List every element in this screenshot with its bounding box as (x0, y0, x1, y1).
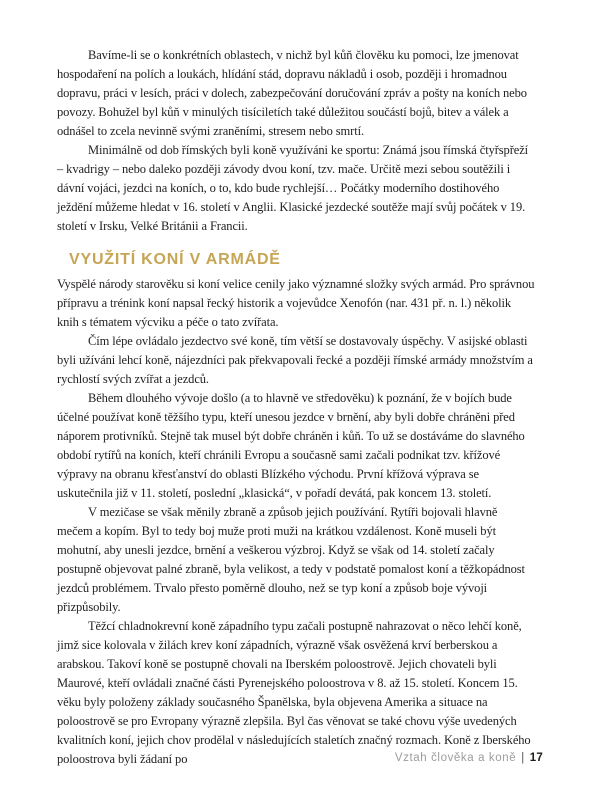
body-paragraph: Bavíme-li se o konkrétních oblastech, v nichž byl kůň člověku ku pomoci, lze jmenovat hospodaření na polích a loukách, hlídání stád, dopravu nákladů i osob, později i hromadnou dopravu, práci v lesích, práci v dolech, zabezpečování doručování zpráv a pošty na koních nebo povozy. Bohužel byl kůň v minulých tisíciletích také důležitou součástí bojů, bitev a válek a odnášel to zcela nevinně svými zraněními, stresem nebo smrtí. (57, 48, 527, 138)
footer-section-label: Vztah člověka a koně (394, 752, 517, 764)
body-paragraph: Minimálně od dob římských byli koně využíváni ke sportu: Známá jsou římská čtyřspřeží – kvadrigy – nebo daleko později závody dvou koní, tzv. mače. Určitě mezi sebou soutěžili i dávní vojáci, jezdci na koních, o to, kdo bude rychlejší… Počátky moderního dostihového ježdění můžeme hledat v 16. století v Anglii. Klasické jezdecké soutěže mají svůj počátek v 19. století v Irsku, Velké Británii a Francii. (57, 143, 529, 233)
page-number: 17 (529, 752, 543, 764)
section-heading: VYUŽITÍ KONÍ V ARMÁDĚ (69, 251, 281, 268)
body-paragraph: V mezičase se však měnily zbraně a způsob jejich používání. Rytíři bojovali hlavně mečem a kopím. Byl to tedy boj muže proti muži na krátkou vzdálenost. Koně museli být mohutní, aby unesli jezdce, brnění a veškerou výzbroj. Když se však od 14. století začaly postupně objevovat palné zbraně, byla velikost, a tedy v podstatě pomalost koní a těžkopádnost jezdců problémem. Trvalo přesto poměrně dlouho, než se typ koní a způsob boje vývoji přizpůsobily. (57, 505, 525, 614)
body-paragraph: Těžcí chladnokrevní koně západního typu začali postupně nahrazovat o něco lehčí koně, jimž sice kolovala v žilách krev koní západních, výrazně však osvěžená krví berberskou a arabskou. Takoví koně se postupně chovali na Iberském poloostrově. Jejich chovateli byli Maurové, kteří ovládali značné části Pyrenejského poloostrova v 8. až 15. století. Koncem 15. věku byly položeny základy současného Španělska, byla objevena Amerika a situace na poloostrově se pro Evropany výrazně zlepšila. Byl čas věnovat se také chovu výše uvedených kvalitních koní, jejich chov prodělal v následujících staletích značný rozmach. Koně z Iberského poloostrova byli žádaní po (57, 619, 531, 766)
body-paragraph: Během dlouhého vývoje došlo (a to hlavně ve středověku) k poznání, že v bojích bude účelné používat koně těžšího typu, kteří unesou jezdce v brnění, aby byli dobře chráněni před náporem protivníků. Stejně tak musel být dobře chráněn i kůň. To už se dostáváme do slavného období rytířů na koních, kteří chránili Evropu a současně sami začali podnikat tzv. křížové výpravy na obranu křesťanství do oblasti Blízkého východu. První křížová výprava se uskutečnila již v 11. století, poslední „klasická“, v pořadí devátá, pak koncem 13. století. (57, 391, 525, 500)
body-paragraph: Čím lépe ovládalo jezdectvo své koně, tím větší se dostavovaly úspěchy. V asijské oblasti byli užíváni lehcí koně, nájezdníci pak překvapovali řecké a později římské armády množstvím a rychlostí svých zvířat a jezdců. (57, 334, 533, 386)
page-footer (57, 750, 543, 766)
footer-separator: | (521, 752, 525, 764)
body-paragraph: Vyspělé národy starověku si koní velice cenily jako významné složky svých armád. Pro správnou přípravu a trénink koní napsal řecký historik a vojevůdce Xenofón (nar. 431 př. n. l.) několik knih s tématem výcviku a péče o tato zvířata. (57, 277, 535, 329)
text-block (57, 46, 535, 769)
